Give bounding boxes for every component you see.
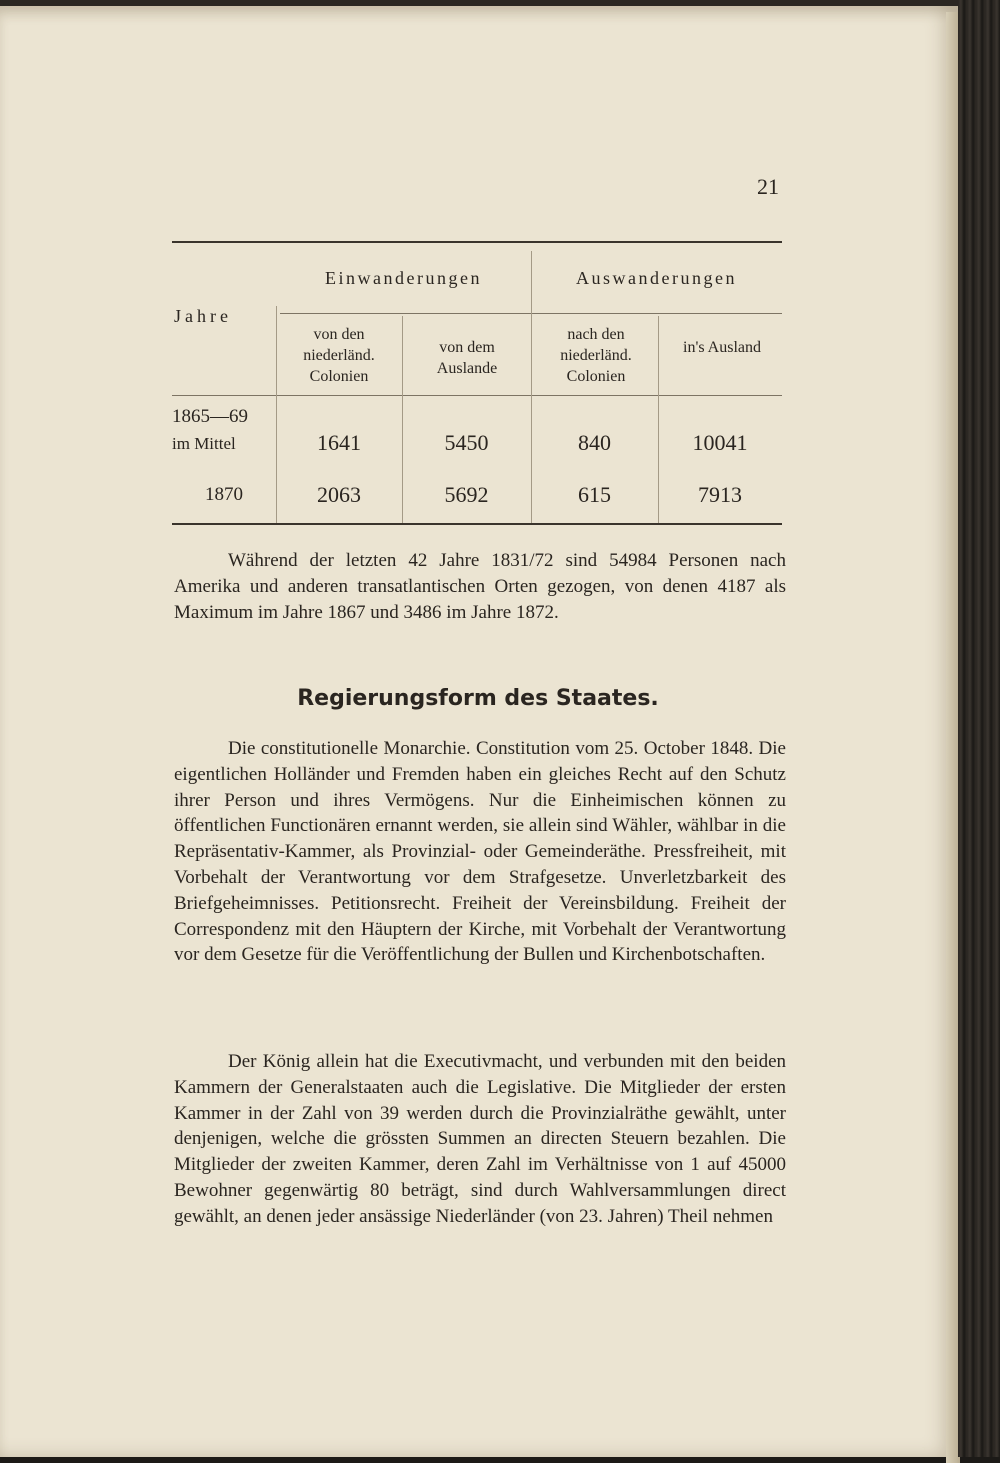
row-year-note: im Mittel xyxy=(172,434,236,453)
paragraph-legislature: Der König allein hat die Executivmacht, und verbunden mit den beiden Kammern der Generalstaaten auch die Legislative. Die Mitglieder der ersten Kammer in der Zahl von 39 werden durch die Provinzialräthe gewählt, unter denjenigen, welche die grössten Summen an directen Steuern bezahlen. Die Mitglieder der zweiten Kammer, deren Zahl im Verhältnisse von 1 auf 45000 Bewohner gegenwärtig 80 beträgt, sind durch Wahlversammlungen direct gewählt, an denen jeder ansässige Niederländer (von 23. Jahren) Theil nehmen xyxy=(174,1051,786,1227)
migration-table xyxy=(0,6,958,546)
table-cell: 2063 xyxy=(317,482,361,507)
table-cell: 615 xyxy=(578,482,611,507)
table-cell: 10041 xyxy=(692,430,748,455)
section-heading: Regierungsform des Staates. xyxy=(297,686,659,711)
sub-header-from-abroad: von dem Auslande xyxy=(436,339,498,377)
table-top-rule xyxy=(172,241,782,243)
sub-header-to-abroad: in's Ausland xyxy=(683,339,761,356)
row-year: 1870 xyxy=(205,484,243,505)
row-year: 1865—69 xyxy=(172,406,248,427)
table-cell: 7913 xyxy=(698,482,742,507)
book-page xyxy=(0,6,958,1457)
table-cell: 840 xyxy=(578,430,611,455)
table-cell: 1641 xyxy=(317,430,361,455)
table-cell: 5450 xyxy=(444,430,489,455)
stub-header-years: Jahre xyxy=(174,306,232,326)
sub-header-to-colonies: nach den niederländ. Colonien xyxy=(560,326,632,385)
group-header-immigration: Einwanderungen xyxy=(325,268,482,288)
group-header-emigration: Auswanderungen xyxy=(576,268,737,288)
table-cell: 5692 xyxy=(444,482,489,507)
sub-header-from-colonies: von den niederländ. Colonien xyxy=(303,326,375,385)
page-number: 21 xyxy=(757,174,779,199)
paragraph-constitution: Die constitutionelle Monarchie. Constitution vom 25. October 1848. Die eigentlichen Holländer und Fremden haben ein gleiches Recht auf den Schutz ihrer Person und ihres Vermögens. Nur die Einheimischen können zu öffentlichen Functionären ernannt werden, sie allein sind Wähler, wählbar in die Repräsentativ-Kammer, als Provinzial- oder Gemeinderäthe. Pressfreiheit, mit Vorbehalt der Verantwortung vor dem Strafgesetze. Unverletzbarkeit des Briefgeheimnisses. Petitionsrecht. Freiheit der Vereinsbildung. Freiheit der Correspondenz mit den Häuptern der Kirche, mit Vorbehalt der Verantwortung vor dem Gesetze für die Veröffentlichung der Bullen und Kirchenbotschaften. xyxy=(174,738,786,966)
book-binding xyxy=(958,0,1000,1457)
paragraph-emigration-summary: Während der letzten 42 Jahre 1831/72 sind 54984 Personen nach Amerika und anderen transatlantischen Orten gezogen, von denen 4187 als Maximum im Jahre 1867 und 3486 im Jahre 1872. xyxy=(174,550,786,623)
header-rule xyxy=(172,395,782,396)
table-bottom-rule xyxy=(172,523,782,525)
